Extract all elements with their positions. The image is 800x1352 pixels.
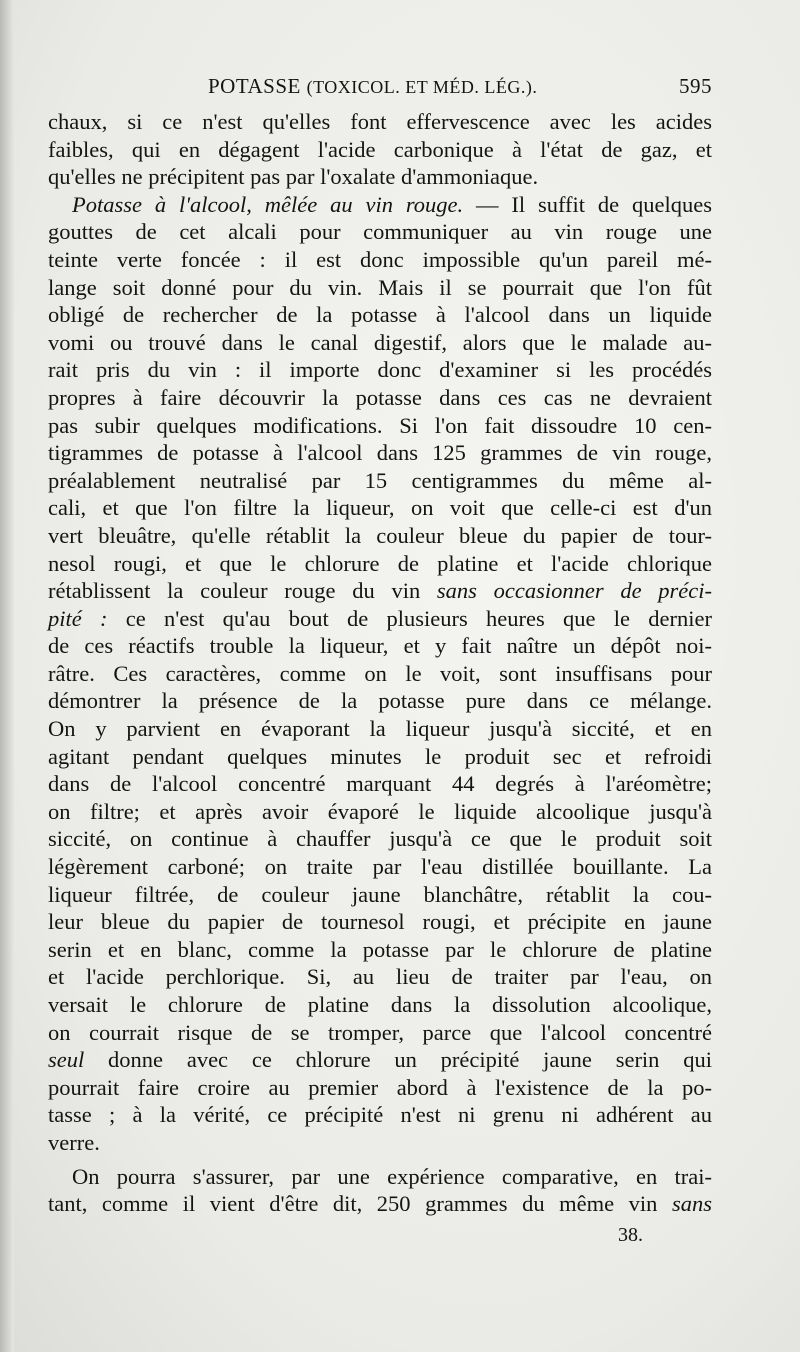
italic-text: Potasse à l'alcool, mêlée au vin rouge. [72, 191, 464, 217]
line-text: on filtre; et après avoir évaporé le liquide alcoolique jusqu'à [48, 798, 712, 824]
running-title [208, 74, 537, 99]
line-text: On y parvient en évaporant la liqueur jusqu'à siccité, et en [48, 716, 712, 742]
line-text: faibles, qui en dégagent l'acide carbonique à l'état de gaz, et [48, 136, 712, 162]
text-line [48, 743, 712, 771]
italic-text: sans occasionner de préci- [436, 578, 712, 604]
signature-mark: 38. [618, 1224, 643, 1246]
text-line [48, 908, 712, 936]
text-line [48, 1190, 712, 1218]
text-line [48, 274, 712, 302]
running-title-sub: (TOXICOL. ET MÉD. LÉG.). [306, 77, 538, 97]
page-number: 595 [679, 74, 712, 98]
text-line [48, 715, 712, 743]
line-text: tant, comme il vient d'être dit, 250 grammes du même vin [48, 1191, 672, 1217]
italic-text: sans [671, 1191, 712, 1217]
line-text: agitant pendant quelques minutes le produit sec et refroidi [48, 743, 712, 769]
italic-text: seul [48, 1047, 85, 1073]
line-text: dans de l'alcool concentré marquant 44 degrés à l'aréomètre; [48, 771, 712, 797]
text-line [48, 1163, 712, 1191]
text-line [48, 494, 712, 522]
text-line [48, 1129, 712, 1157]
text-line [48, 577, 712, 605]
text-line [48, 163, 712, 191]
line-text: nesol rougi, et que le chlorure de platine et l'acide chlorique [48, 550, 712, 576]
text-line [48, 853, 712, 881]
line-text: tigrammes de potasse à l'alcool dans 125 grammes de vin rouge, [48, 440, 712, 466]
text-line [48, 1019, 712, 1047]
text-line [48, 1074, 712, 1102]
line-text: tasse ; à la vérité, ce précipité n'est ni grenu ni adhérent au [48, 1102, 712, 1128]
text-line [48, 108, 712, 136]
text-line [48, 1101, 712, 1129]
line-text: propres à faire découvrir la potasse dans ces cas ne devraient [48, 384, 712, 410]
text-line [48, 191, 712, 219]
line-text: liqueur filtrée, de couleur jaune blanchâtre, rétablit la cou- [48, 881, 712, 907]
line-text: siccité, on continue à chauffer jusqu'à ce que le produit soit [48, 826, 712, 852]
line-text: démontrer la présence de la potasse pure dans ce mélange. [48, 688, 712, 714]
line-text: rait pris du vin : il importe donc d'examiner si les procédés [48, 357, 712, 383]
text-line [48, 1046, 712, 1074]
text-line [48, 439, 712, 467]
line-text: pourrait faire croire au premier abord à l'existence de la po- [48, 1074, 712, 1100]
line-text: versait le chlorure de platine dans la dissolution alcoolique, [48, 992, 712, 1017]
text-line [48, 825, 712, 853]
text-line [48, 522, 712, 550]
line-text: rétablissent la couleur rouge du vin [48, 578, 437, 604]
line-text: — Il suffit de quelques [463, 191, 712, 217]
text-line [48, 963, 712, 991]
text-line [48, 605, 712, 633]
text-line [48, 356, 712, 384]
page-gutter-shadow [0, 0, 14, 1352]
text-line [48, 550, 712, 578]
line-text: ce n'est qu'au bout de plusieurs heures que le dernier [107, 605, 712, 631]
text-line [48, 798, 712, 826]
text-line [48, 384, 712, 412]
text-line [48, 412, 712, 440]
text-line [48, 991, 712, 1019]
text-line [48, 660, 712, 688]
line-text: de ces réactifs trouble la liqueur, et y fait naître un dépôt noi- [48, 633, 712, 659]
line-text: lange soit donné pour du vin. Mais il se pourrait que l'on fût [48, 274, 712, 300]
text-line [48, 770, 712, 798]
line-text: leur bleue du papier de tournesol rougi, et précipite en jaune [48, 909, 712, 935]
line-text: teinte verte foncée : il est donc impossible qu'un pareil mé- [48, 246, 712, 272]
line-text: cali, et que l'on filtre la liqueur, on voit que celle-ci est d'un [48, 495, 712, 521]
line-text: qu'elles ne précipitent pas par l'oxalate d'ammoniaque. [48, 164, 539, 190]
text-line [48, 467, 712, 495]
line-text: et l'acide perchlorique. Si, au lieu de traiter par l'eau, on [48, 964, 712, 990]
line-text: gouttes de cet alcali pour communiquer au vin rouge une [48, 219, 712, 245]
line-text: verre. [48, 1129, 100, 1155]
line-text: On pourra s'assurer, par une expérience comparative, en trai- [72, 1163, 712, 1189]
text-line [48, 329, 712, 357]
line-text: légèrement carboné; on traite par l'eau distillée bouillante. La [48, 854, 712, 880]
text-line [48, 687, 712, 715]
line-text: râtre. Ces caractères, comme on le voit, sont insuffisans pour [48, 660, 712, 686]
line-text: serin et en blanc, comme la potasse par le chlorure de platine [48, 936, 712, 962]
text-line [48, 632, 712, 660]
text-line [48, 936, 712, 964]
running-head [48, 74, 712, 104]
line-text: donne avec ce chlorure un précipité jaune serin qui [84, 1047, 712, 1073]
text-line [48, 301, 712, 329]
text-line [48, 246, 712, 274]
text-line [48, 136, 712, 164]
line-text: préalablement neutralisé par 15 centigrammes du même al- [48, 467, 712, 493]
text-line [48, 881, 712, 909]
text-line [48, 218, 712, 246]
line-text: pas subir quelques modifications. Si l'on fait dissoudre 10 cen- [48, 412, 712, 438]
body-text [48, 108, 712, 1218]
line-text: chaux, si ce n'est qu'elles font effervescence avec les acides [48, 109, 712, 134]
line-text: on courrait risque de se tromper, parce que l'alcool concentré [48, 1019, 712, 1045]
line-text: vert bleuâtre, qu'elle rétablit la couleur bleue du papier de tour- [48, 522, 712, 548]
line-text: obligé de rechercher de la potasse à l'alcool dans un liquide [48, 302, 712, 328]
line-text: vomi ou trouvé dans le canal digestif, alors que le malade au- [48, 329, 712, 355]
italic-text: pité : [48, 605, 108, 631]
running-title-main: POTASSE [208, 74, 301, 98]
